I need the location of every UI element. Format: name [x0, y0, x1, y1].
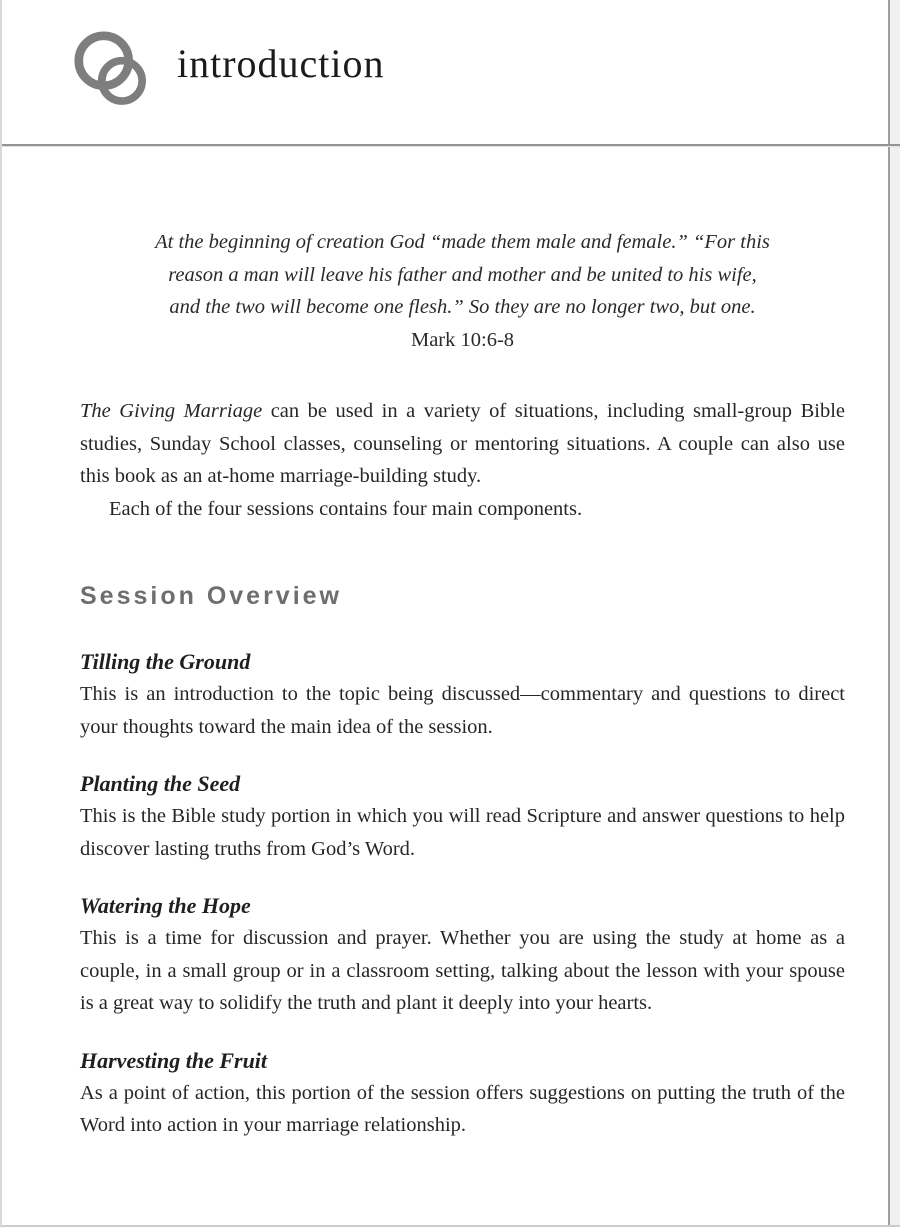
header-divider: [2, 144, 900, 146]
scripture-reference: Mark 10:6-8: [410, 328, 515, 351]
page-title: introduction: [177, 41, 385, 86]
component-description: This is an introduction to the topic being discussed—commentary and questions to direct your thoughts toward the main idea of the session.: [80, 683, 845, 738]
scripture-line: and the two will become one flesh.” So they are no longer two, but one.: [169, 296, 756, 318]
component-description: This is a time for discussion and prayer. Whether you are using the study at home as a couple, in a small group or in a classroom setting, talking about the lesson with your spouse is a great way to solidify the truth and plant it deeply into your hearts.: [80, 927, 845, 1014]
component-description: This is the Bible study portion in which you will read Scripture and answer questions to help discover lasting truths from God’s Word.: [80, 805, 845, 860]
chapter-header: [2, 0, 900, 146]
scripture-line: reason a man will leave his father and mother and be united to his wife,: [168, 263, 757, 286]
scripture-quote: [80, 226, 845, 356]
session-component-planting: [80, 769, 845, 865]
intro-paragraph-text: can be used in a variety of situations, including small-group Bible studies, Sunday School classes, counseling or mentoring situations. A couple can also use this book as an at-home marriage-building study.: [80, 400, 845, 487]
intro-paragraph-2: Each of the four sessions contains four main components.: [109, 497, 583, 520]
component-title: Harvesting the Fruit: [80, 1047, 268, 1073]
scripture-line: At the beginning of creation God “made them male and female.” “For this: [155, 231, 770, 253]
intro-paragraph: [80, 395, 845, 493]
section-overview-heading: Session Overview: [80, 582, 343, 610]
session-component-harvesting: [80, 1046, 845, 1142]
page-content: [2, 226, 900, 1142]
session-component-watering: [80, 891, 845, 1020]
component-description: As a point of action, this portion of the session offers suggestions on putting the truth of the Word into action in your marriage relationship.: [80, 1081, 845, 1136]
component-title: Watering the Hope: [80, 893, 251, 918]
interlocking-rings-icon: [73, 30, 169, 126]
scan-page-edge: [888, 0, 900, 1225]
book-title-italic: The Giving Marriage: [80, 400, 263, 422]
component-title: Tilling the Ground: [80, 649, 251, 674]
component-title: Planting the Seed: [80, 771, 241, 796]
session-component-tilling: [80, 647, 845, 743]
